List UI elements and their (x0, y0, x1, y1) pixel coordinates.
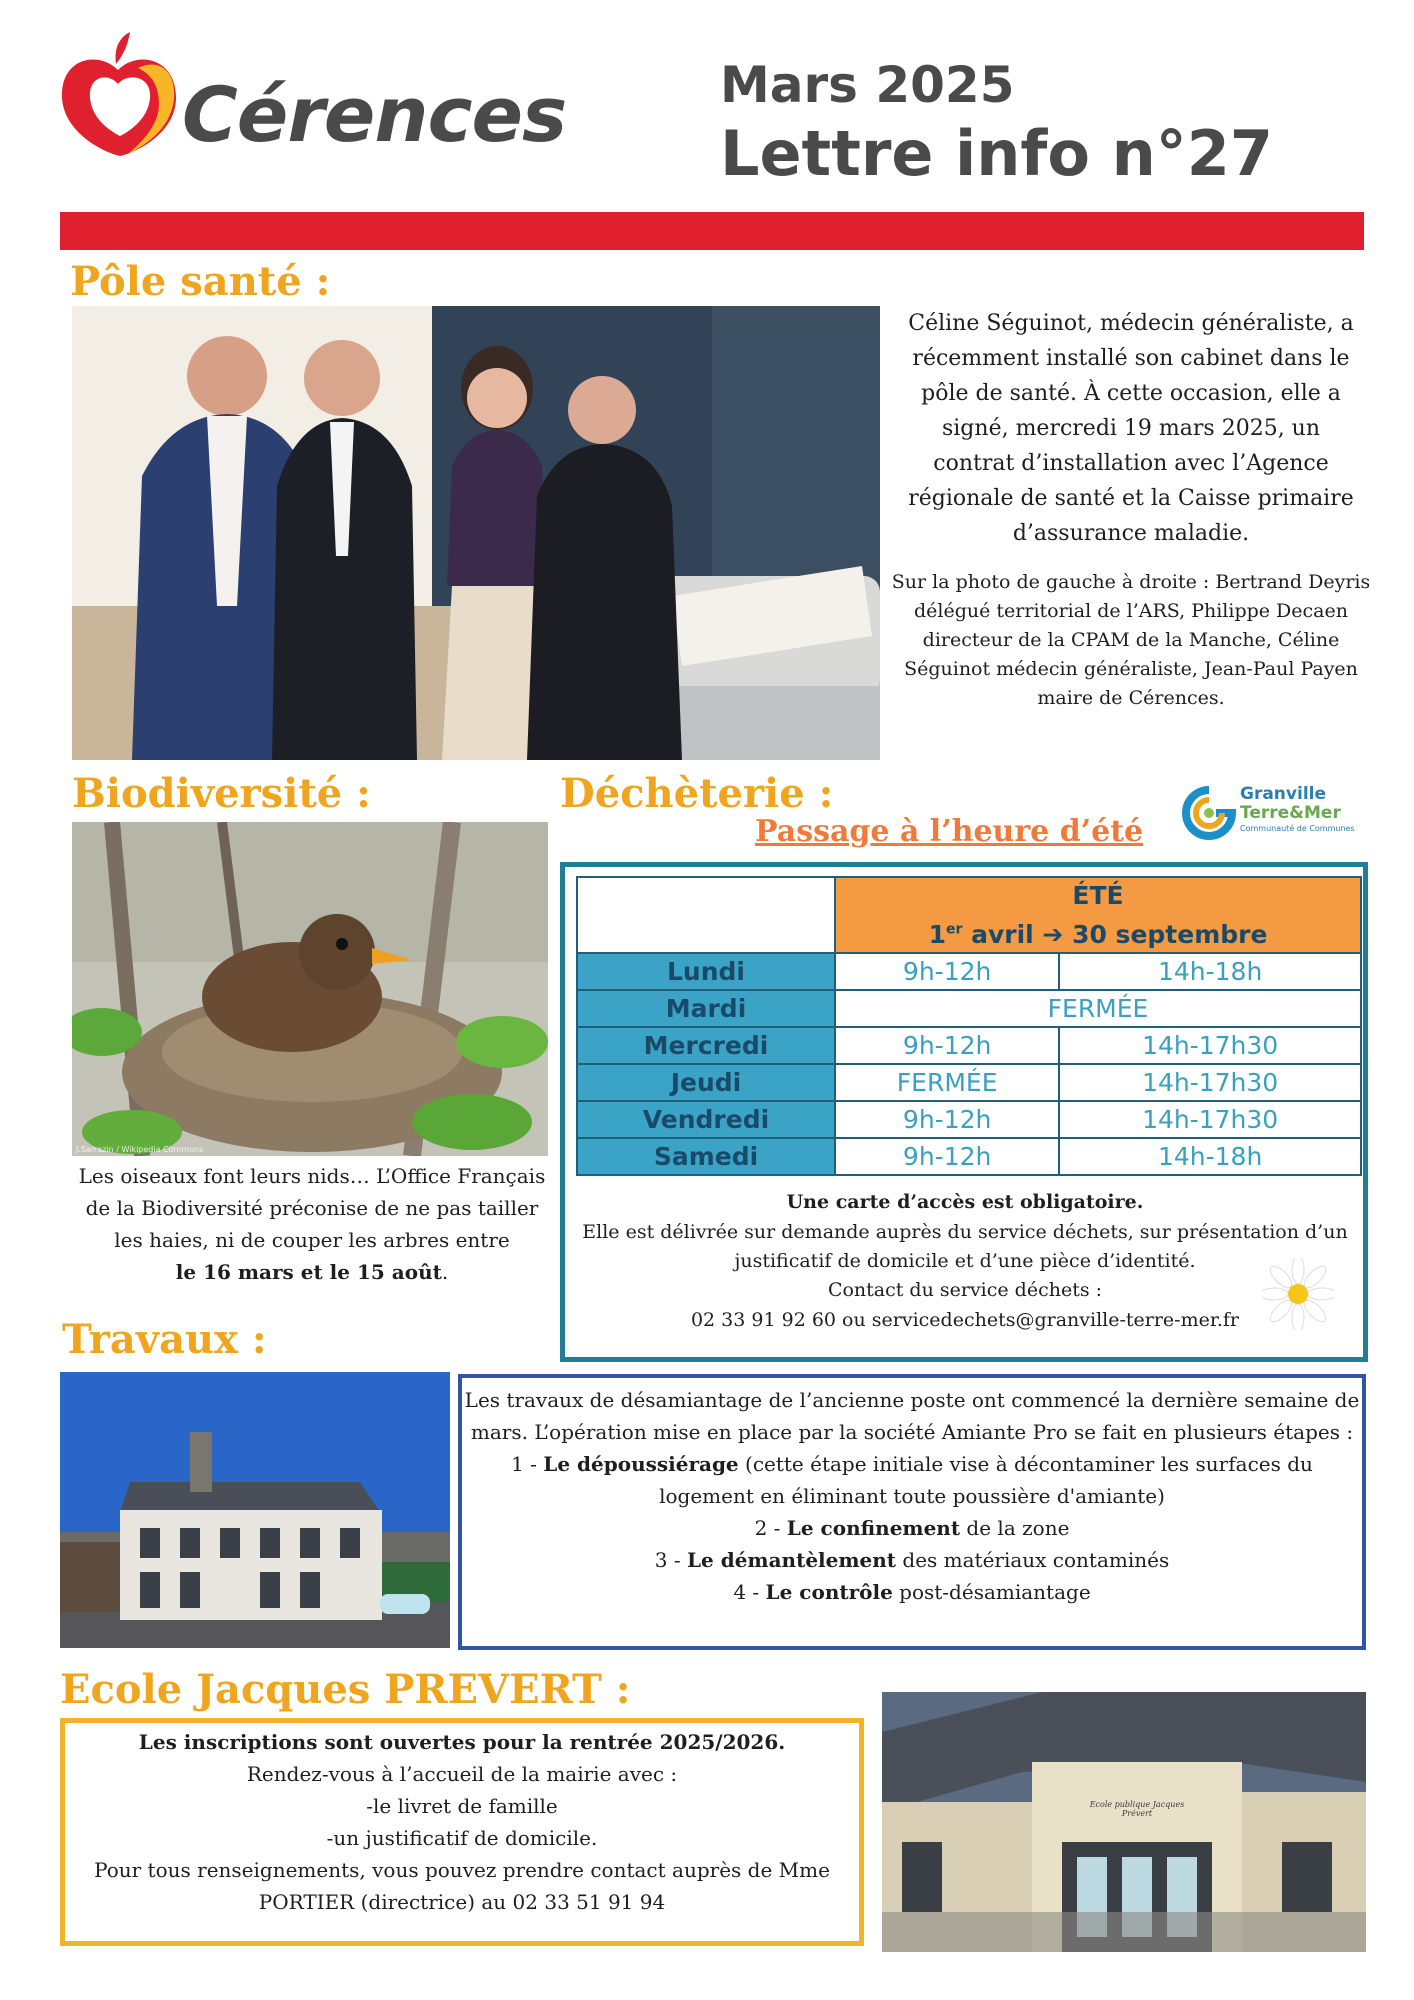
day-cell: Vendredi (577, 1101, 835, 1138)
photo-credit: J.Sarrazin / Wikipedia Commons (76, 1145, 204, 1154)
morning-cell: 9h-12h (835, 953, 1059, 990)
decheterie-card-required: Une carte d’accès est obligatoire. (786, 1191, 1144, 1213)
schedule-row (577, 990, 1361, 1027)
section-title-travaux: Travaux : (62, 1316, 267, 1363)
ecole-line3: -un justificatif de domicile. (326, 1826, 598, 1850)
morning-cell: 9h-12h (835, 1138, 1059, 1175)
afternoon-cell: 14h-18h (1059, 1138, 1361, 1175)
travaux-step: 3 - Le démantèlement des matériaux contaminés (654, 1548, 1170, 1572)
afternoon-cell: 14h-17h30 (1059, 1101, 1361, 1138)
morning-cell: 9h-12h (835, 1101, 1059, 1138)
travaux-step: 1 - Le dépoussiérage (cette étape initiale vise à décontaminer les surfaces du logement en éliminant toute poussière d'amiante) (511, 1452, 1313, 1508)
day-cell: Mercredi (577, 1027, 835, 1064)
header-red-bar (60, 212, 1364, 250)
old-post-office-photo (60, 1372, 450, 1648)
granville-terre-mer-logo (1182, 784, 1372, 842)
ecole-headline: Les inscriptions sont ouvertes pour la rentrée 2025/2026. (138, 1730, 786, 1754)
biodiversite-dates-suffix: . (441, 1260, 449, 1284)
ecole-line1: Rendez-vous à l’accueil de la mairie avec : (246, 1762, 678, 1786)
schedule-corner (577, 877, 835, 953)
schedule-table (576, 876, 1362, 1176)
partner-line2: Terre&Mer (1240, 803, 1341, 823)
pole-sante-photo (72, 306, 880, 760)
closed-cell: FERMÉE (835, 990, 1361, 1027)
season-label: ÉTÉ (1072, 881, 1124, 910)
section-title-ecole: Ecole Jacques PREVERT : (60, 1666, 631, 1713)
pole-sante-caption: Sur la photo de gauche à droite : Bertrand Deyris délégué territorial de l’ARS, Philippe Decaen directeur de la CPAM de la Manche, Céline Séguinot médecin généraliste, Jean-Paul Payen maire de Cérences. (891, 571, 1371, 709)
schedule-header (835, 877, 1361, 953)
schedule-row (577, 1101, 1361, 1138)
bird-nest-photo (72, 822, 548, 1156)
afternoon-cell: 14h-17h30 (1059, 1064, 1361, 1101)
travaux-step: 2 - Le confinement de la zone (754, 1516, 1070, 1540)
day-cell: Jeudi (577, 1064, 835, 1101)
daisy-icon (1262, 1258, 1334, 1330)
decheterie-contact: 02 33 91 92 60 ou servicedechets@granville-terre-mer.fr (690, 1309, 1240, 1331)
logo-wordmark: Cérences (182, 70, 567, 159)
biodiversite-dates: le 16 mars et le 15 août (175, 1260, 442, 1284)
section-title-pole-sante: Pôle santé : (70, 258, 331, 305)
day-cell: Samedi (577, 1138, 835, 1175)
ecole-line4: Pour tous renseignements, vous pouvez prendre contact auprès de Mme PORTIER (directrice) au 02 33 51 91 94 (94, 1858, 830, 1914)
school-sign: Ecole publique Jacques Prévert (1089, 1800, 1185, 1818)
travaux-intro: Les travaux de désamiantage de l’ancienne poste ont commencé la dernière semaine de mars. L’opération mise en place par la société Amiante Pro se fait en plusieurs étapes : (464, 1388, 1360, 1444)
day-cell: Lundi (577, 953, 835, 990)
ecole-line2: -le livret de famille (366, 1794, 558, 1818)
section-title-decheterie: Déchèterie : (560, 770, 834, 817)
decheterie-card-info: Elle est délivrée sur demande auprès du service déchets, sur présentation d’un justificatif de domicile et d’une pièce d’identité. (582, 1221, 1348, 1272)
partner-line1: Granville (1240, 784, 1327, 804)
decheterie-subtitle: Passage à l’heure d’été (755, 814, 1144, 849)
section-title-biodiversite: Biodiversité : (72, 770, 371, 817)
ecole-text (80, 1726, 844, 1918)
morning-cell: 9h-12h (835, 1027, 1059, 1064)
day-cell: Mardi (577, 990, 835, 1027)
morning-cell: FERMÉE (835, 1064, 1059, 1101)
afternoon-cell: 14h-17h30 (1059, 1027, 1361, 1064)
decheterie-contact-label: Contact du service déchets : (827, 1279, 1103, 1301)
travaux-step: 4 - Le contrôle post-désamiantage (733, 1580, 1091, 1604)
issue-number: Lettre info n°27 (720, 117, 1274, 190)
schedule-row (577, 1027, 1361, 1064)
partner-line3: Communauté de Communes (1240, 824, 1355, 833)
schedule-row (577, 1138, 1361, 1175)
schedule-row (577, 1064, 1361, 1101)
school-photo (882, 1692, 1366, 1952)
granville-swirl-icon (1182, 786, 1236, 840)
season-range: 1er avril ➔ 30 septembre (928, 920, 1268, 950)
schedule-row (577, 953, 1361, 990)
biodiversite-text (72, 1160, 552, 1288)
pole-sante-paragraph: Céline Séguinot, médecin généraliste, a récemment installé son cabinet dans le pôle de santé. À cette occasion, elle a signé, mercredi 19 mars 2025, un contrat d’installation avec l’Agence régionale de santé et la Caisse primaire d’assurance maladie. (908, 311, 1354, 546)
biodiversite-body: Les oiseaux font leurs nids… L’Office Français de la Biodiversité préconise de ne pas tailler les haies, ni de couper les arbres entre (78, 1164, 546, 1252)
afternoon-cell: 14h-18h (1059, 953, 1361, 990)
travaux-text (462, 1384, 1362, 1608)
issue-date: Mars 2025 (720, 56, 1015, 114)
